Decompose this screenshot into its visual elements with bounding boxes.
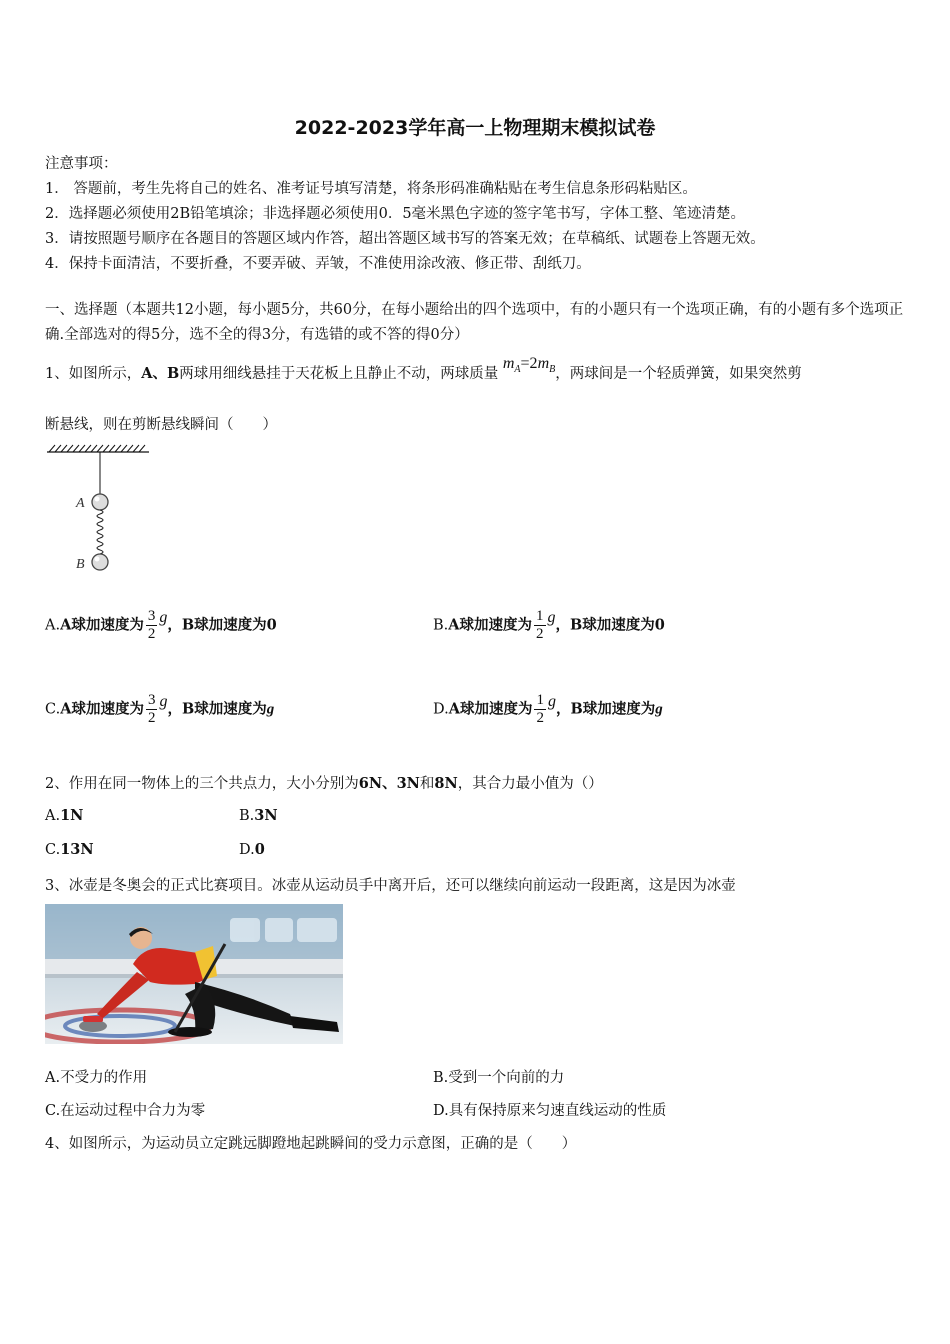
q1-math-m: m <box>502 355 515 372</box>
g-symbol: g <box>159 608 168 626</box>
curling-photo <box>45 904 343 1044</box>
q1-math-sub-a: A <box>514 364 521 376</box>
notice-item-4: 4．保持卡面清洁，不要折叠，不要弄破、弄皱，不准使用涂改液、修正带、刮纸刀。 <box>45 256 591 272</box>
option-prefix: C. <box>45 701 61 718</box>
q3-stem: 3、冰壶是冬奥会的正式比赛项目。冰壶从运动员手中离开后，还可以继续向前运动一段距离，这是因为冰壶 <box>45 878 736 894</box>
ceiling-hatch-icon <box>47 445 149 452</box>
page-title: 2022-2023学年高一上物理期末模拟试卷 <box>294 117 656 139</box>
section-heading: 一、选择题（本题共12小题，每小题5分，共60分，在每小题给出的四个选项中，有的小题只有一个选项正确，有的小题有多个选项正确.全部选对的得5分，选不全的得3分，有选错的或不答的得0分） <box>45 302 904 343</box>
q2-option-c[interactable]: C.13N <box>45 841 94 858</box>
q1-mass-formula <box>502 355 556 376</box>
q4-stem: 4、如图所示，为运动员立定跳远脚蹬地起跳瞬间的受力示意图，正确的是（ ） <box>45 1136 577 1152</box>
option-value: g <box>266 701 275 718</box>
q3-option-b[interactable]: B.受到一个向前的力 <box>433 1070 565 1086</box>
option-value: 0 <box>654 616 665 634</box>
q1-stem-d: ，两球间是一个轻质弹簧，如果突然剪 <box>555 366 802 382</box>
q1-stem-b: A、B <box>141 365 180 382</box>
option-value: 0 <box>266 616 277 634</box>
q2-option-d[interactable]: D.0 <box>239 841 265 858</box>
notice-item-1: 1． 答题前，考生先将自己的姓名、准考证号填写清楚，将条形码准确粘贴在考生信息条形码粘贴区。 <box>45 181 697 197</box>
fraction: $\frac{3}{2}$ <box>147 692 156 726</box>
q1-option-a[interactable]: A.A球加速度为 $\frac{3}{2}$ g，B球加速度为0 <box>45 608 277 642</box>
q1-math-sub-b: B <box>549 364 556 376</box>
q3-option-d[interactable]: D.具有保持原来匀速直线运动的性质 <box>433 1103 667 1119</box>
q1-option-d[interactable]: D.A球加速度为 $\frac{1}{2}$ g，B球加速度为g <box>433 692 663 726</box>
notice-heading: 注意事项： <box>45 156 118 172</box>
spring-icon <box>97 510 103 554</box>
notice-item-3: 3．请按照题号顺序在各题目的答题区域内作答，超出答题区域书写的答案无效；在草稿纸、试题卷上答题无效。 <box>45 231 765 247</box>
g-symbol: g <box>547 692 556 710</box>
q1-stem-line1 <box>45 355 802 385</box>
g-symbol: g <box>547 608 556 626</box>
q1-stem-a: 1、如图所示， <box>45 366 142 382</box>
q3-option-c[interactable]: C.在运动过程中合力为零 <box>45 1103 206 1119</box>
q2-option-b[interactable]: B.3N <box>239 807 278 824</box>
ball-a-icon <box>92 494 108 510</box>
q1-option-c[interactable]: C.A球加速度为 $\frac{3}{2}$ g，B球加速度为g <box>45 692 275 726</box>
q1-math-m2: m <box>537 355 550 372</box>
q1-option-b[interactable]: B.A球加速度为 $\frac{1}{2}$ g，B球加速度为0 <box>433 608 665 642</box>
q3-option-a[interactable]: A.不受力的作用 <box>45 1070 148 1086</box>
ball-b-icon <box>92 554 108 570</box>
q1-spring-figure <box>44 442 154 577</box>
option-value: g <box>655 701 663 718</box>
q1-math-eq: =2 <box>520 355 538 372</box>
q1-stem-line2: 断悬线，则在剪断悬线瞬间（ ） <box>45 417 277 433</box>
option-prefix: A. <box>45 617 61 634</box>
g-symbol: g <box>159 692 168 710</box>
notice-item-2: 2．选择题必须使用2B铅笔填涂；非选择题必须使用0．5毫米黑色字迹的签字笔书写，字体工整、笔迹清楚。 <box>45 206 746 222</box>
q2-stem: 2、作用在同一物体上的三个共点力，大小分别为6N、3N和8N，其合力最小值为（） <box>45 775 603 792</box>
option-ball-a: A <box>60 616 72 634</box>
fraction: $\frac{1}{2}$ <box>536 608 544 642</box>
option-ball-b: B <box>181 616 195 634</box>
q2-option-a[interactable]: A.1N <box>45 807 84 824</box>
figure-label-a: A <box>76 496 85 511</box>
q1-stem-c: 两球用细线悬挂于天花板上且静止不动，两球质量 <box>179 366 499 382</box>
figure-label-b: B <box>76 557 85 572</box>
option-prefix: B. <box>433 617 449 634</box>
fraction: $\frac{1}{2}$ <box>536 692 544 726</box>
option-text1: 球加速度为 <box>71 616 144 634</box>
fraction: $\frac{3}{2}$ <box>147 608 156 642</box>
option-prefix: D. <box>433 701 449 718</box>
